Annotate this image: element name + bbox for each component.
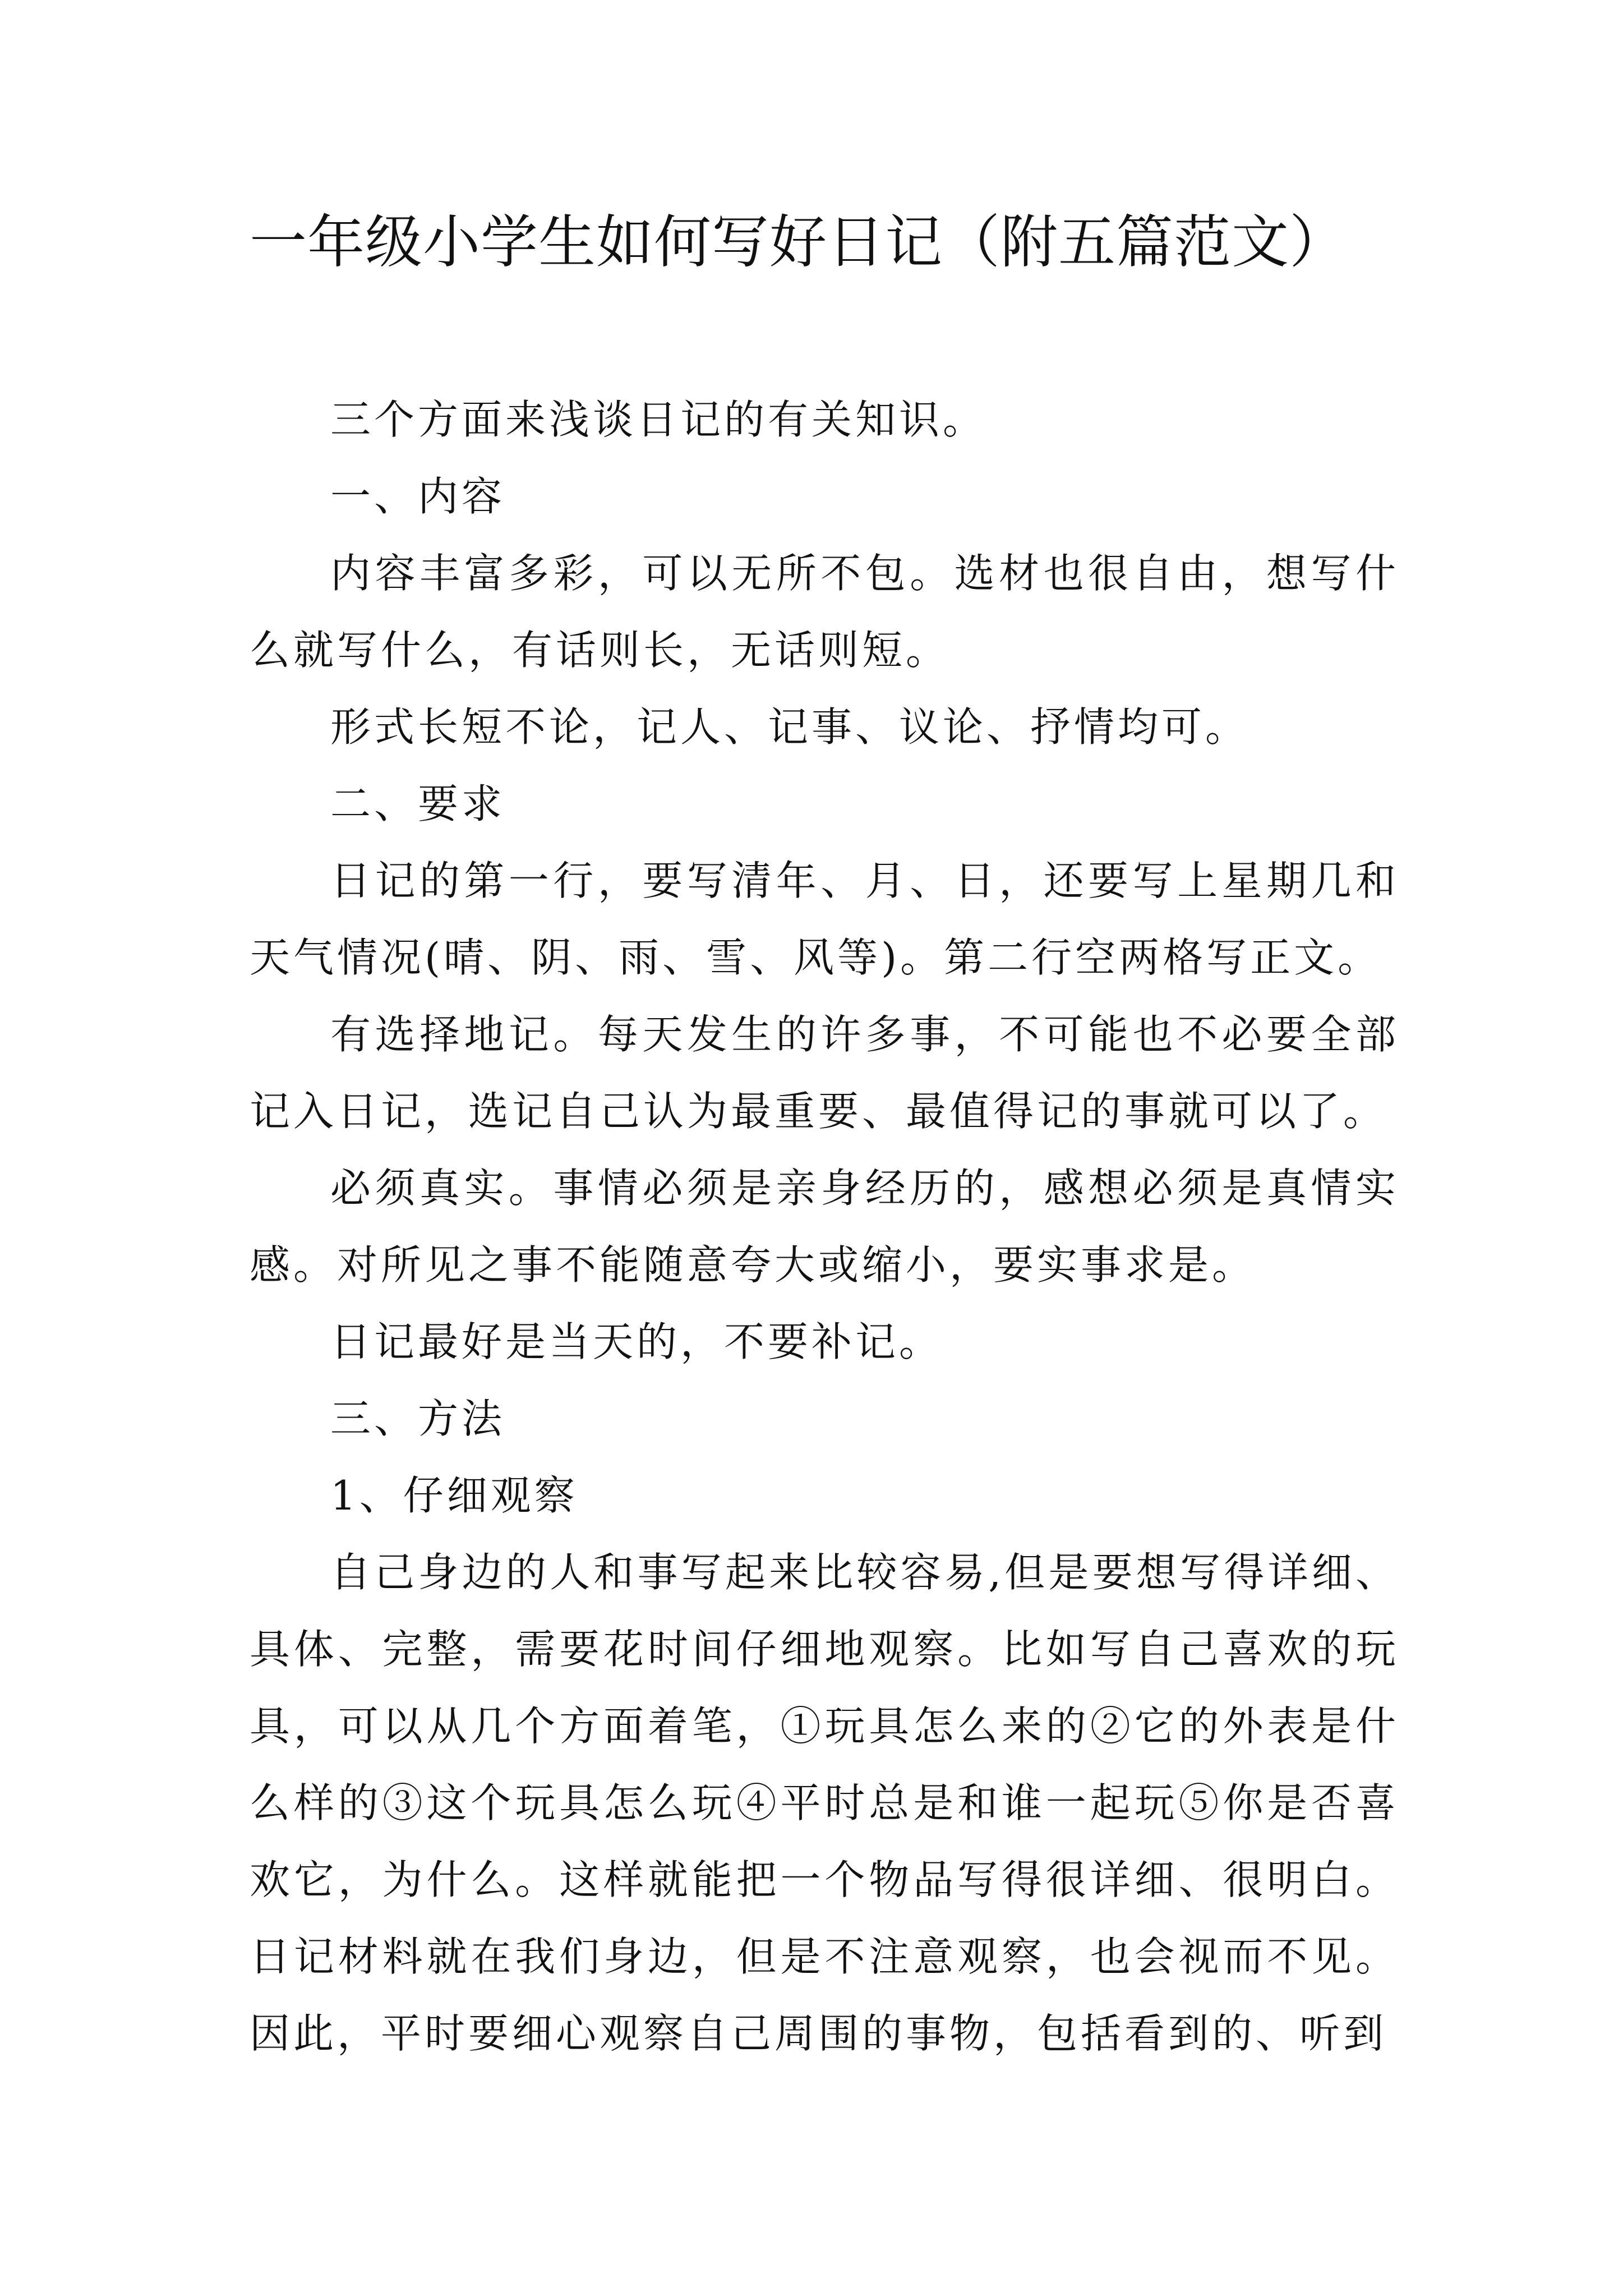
section-heading-requirements: 二、要求 [330,780,506,827]
document-title: 一年级小学生如何写好日记（附五篇范文） [250,209,1347,276]
body-paragraph-truthful: 必须真实。事情必须是亲身经历的，感想必须是真情实感。对所见之事不能随意夸大或缩小，要实事求是。 [250,1165,1399,1289]
body-paragraph-first-line: 日记的第一行，要写清年、月、日，还要写上星期几和天气情况(晴、阴、雨、雪、风等)。第二行空两格写正文。 [250,857,1399,981]
body-paragraph-same-day: 日记最好是当天的，不要补记。 [330,1318,943,1365]
body-paragraph-intro: 三个方面来浅谈日记的有关知识。 [330,396,987,443]
section-heading-methods: 三、方法 [330,1395,506,1442]
body-paragraph-selective: 有选择地记。每天发生的许多事，不可能也不必要全部记入日记，选记自己认为最重要、最值得记的事就可以了。 [250,1011,1399,1135]
body-paragraph-form: 形式长短不论，记人、记事、议论、抒情均可。 [330,703,1249,751]
section-heading-content: 一、内容 [330,473,506,520]
body-paragraph-content: 内容丰富多彩，可以无所不包。选材也很自由，想写什么就写什么，有话则长，无话则短。 [250,550,1399,674]
body-paragraph-observe: 自己身边的人和事写起来比较容易,但是要想写得详细、具体、完整，需要花时间仔细地观察。比如写自己喜欢的玩具，可以从几个方面着笔，①玩具怎么来的②它的外表是什么样的③这个玩具怎么玩④平时总是和谁一起玩⑤你是否喜欢它，为什么。这样就能把一个物品写得很详细、很明白。日记材料就在我们身边，但是不注意观察，也会视而不见。因此，平时要细心观察自己周围的事物，包括看到的、听到 [250,1549,1399,2057]
subheading-observe: 1、仔细观察 [330,1472,578,1519]
document-body [250,381,1399,2072]
